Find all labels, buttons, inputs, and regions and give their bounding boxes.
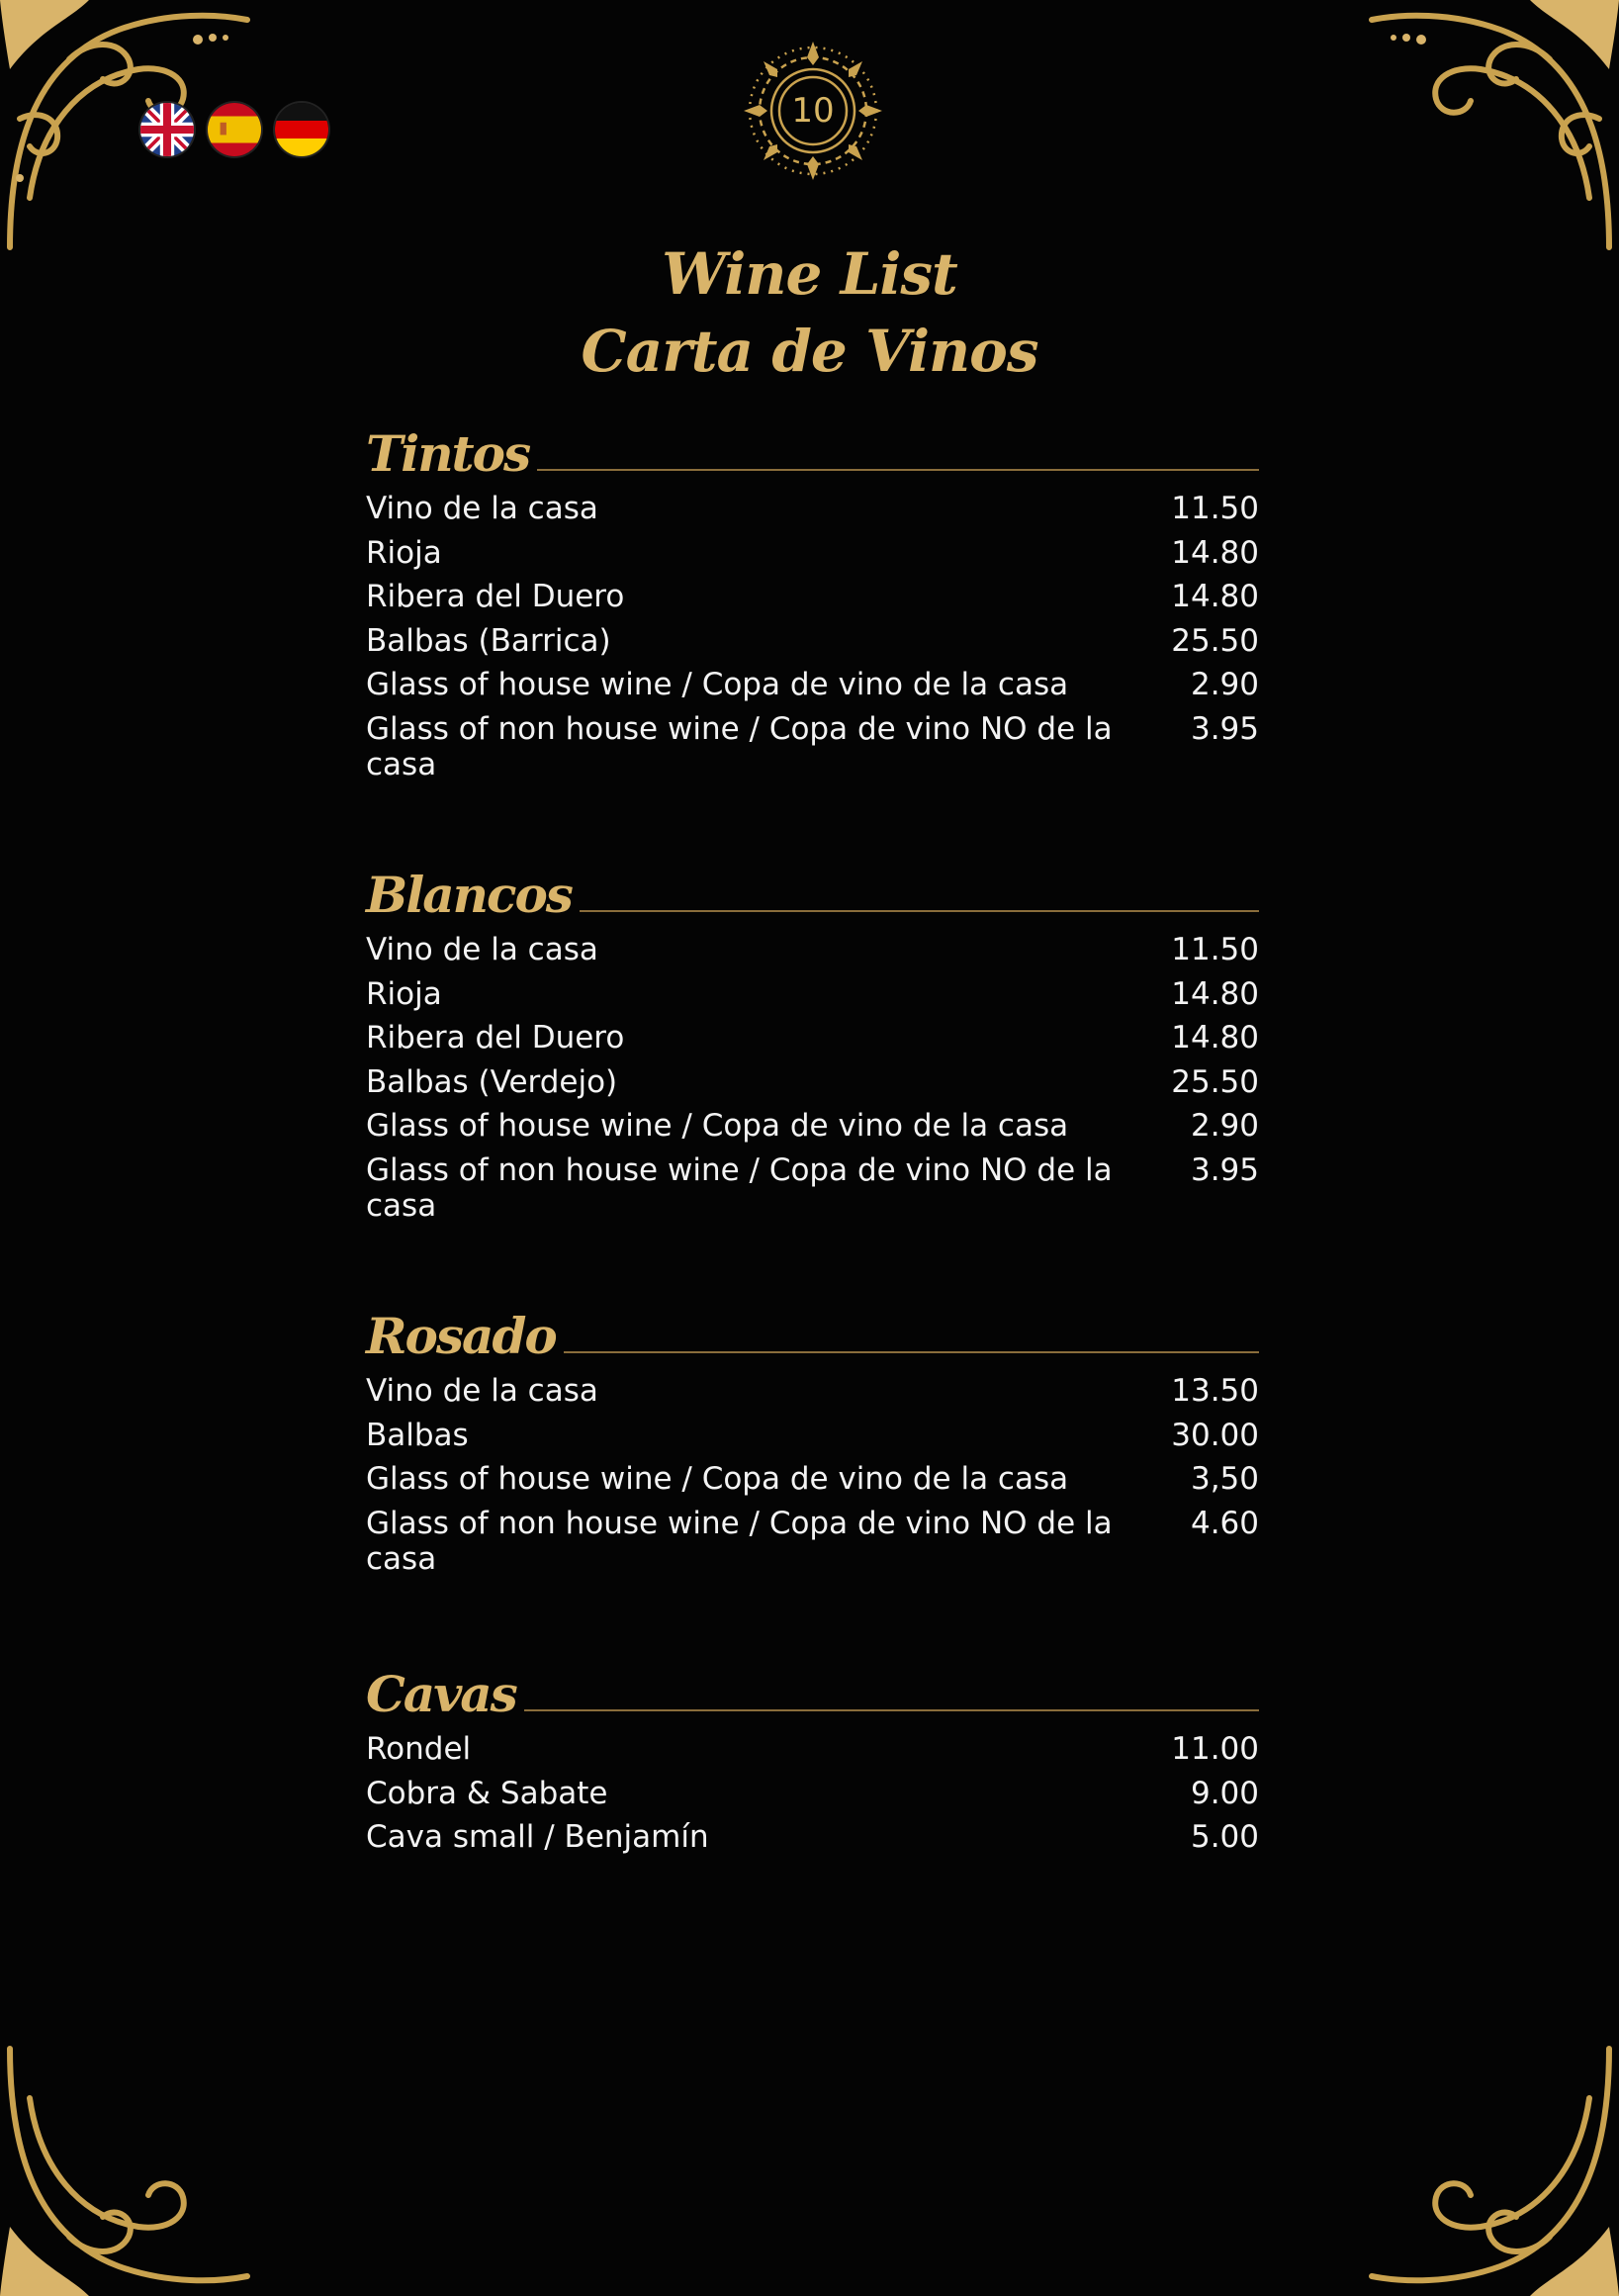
menu-item [366,1505,1259,1577]
page-number-medallion [738,36,888,186]
item-name: Balbas (Verdejo) [366,1063,618,1100]
item-price: 25.50 [1171,1063,1259,1100]
item-name: Balbas (Barrica) [366,622,611,659]
item-name: Vino de la casa [366,1373,598,1409]
corner-ornament-icon [1362,2039,1619,2296]
item-name: Rioja [366,534,442,571]
item-name: Vino de la casa [366,491,598,526]
section-rosado [366,1304,1259,1577]
menu-item [366,1151,1259,1224]
item-name: Glass of house wine / Copa de vino de la casa [366,1108,1069,1144]
item-name: Vino de la casa [366,932,598,967]
menu-item [366,667,1259,711]
menu-item [366,1373,1259,1418]
menu-item [366,1731,1259,1776]
menu-item [366,1020,1259,1064]
corner-ornament-icon [0,2039,257,2296]
item-price: 14.80 [1171,579,1259,614]
item-price: 11.00 [1171,1731,1259,1767]
menu-item [366,976,1259,1021]
corner-ornament-icon [1362,0,1619,257]
item-name: Glass of non house wine / Copa de vino NO de la casa [366,710,1113,782]
item-name: Glass of house wine / Copa de vino de la casa [366,667,1069,702]
item-price: 14.80 [1171,975,1259,1012]
wine-list [366,932,1259,1224]
menu-item [366,932,1259,976]
item-price: 2.90 [1190,667,1259,702]
section-title: Blancos [366,863,580,928]
item-name: Rondel [366,1731,472,1767]
menu-item [366,1108,1259,1152]
item-name: Balbas [366,1417,469,1453]
item-price: 11.50 [1171,932,1259,967]
menu-item [366,535,1259,580]
wine-list [366,491,1259,782]
menu-item [366,1776,1259,1820]
section-title: Tintos [366,421,537,487]
item-price: 5.00 [1190,1819,1259,1855]
menu-item [366,1418,1259,1462]
item-price: 3.95 [1190,710,1259,747]
section-cavas [366,1662,1259,1864]
menu-item [366,1064,1259,1109]
item-price: 14.80 [1171,1020,1259,1056]
menu-item [366,1819,1259,1864]
page-title-english: Wine List [662,240,957,308]
item-name: Cava small / Benjamín [366,1819,709,1855]
menu-item [366,1461,1259,1506]
menu-item [366,710,1259,782]
item-price: 14.80 [1171,534,1259,571]
item-price: 25.50 [1171,622,1259,659]
spain-flag-icon[interactable] [208,103,261,156]
section-blancos [366,863,1259,1224]
item-price: 9.00 [1190,1775,1259,1811]
item-price: 3,50 [1190,1461,1259,1497]
item-name: Ribera del Duero [366,1020,625,1056]
menu-item [366,491,1259,535]
item-name: Glass of non house wine / Copa de vino NO de la casa [366,1151,1113,1224]
item-name: Glass of house wine / Copa de vino de la casa [366,1461,1069,1497]
item-name: Glass of non house wine / Copa de vino NO de la casa [366,1505,1113,1577]
germany-flag-icon[interactable] [275,103,328,156]
item-price: 11.50 [1171,491,1259,526]
item-price: 2.90 [1190,1108,1259,1144]
language-selector [140,103,328,156]
menu-item [366,623,1259,668]
menu-item [366,579,1259,623]
item-price: 3.95 [1190,1151,1259,1188]
item-price: 30.00 [1171,1417,1259,1453]
item-name: Cobra & Sabate [366,1775,608,1811]
section-title: Cavas [366,1662,524,1727]
wine-list [366,1373,1259,1577]
item-price: 13.50 [1171,1373,1259,1409]
uk-flag-icon[interactable] [140,103,194,156]
item-price: 4.60 [1190,1505,1259,1541]
item-name: Ribera del Duero [366,579,625,614]
item-name: Rioja [366,975,442,1012]
wine-list [366,1731,1259,1864]
page-number: 10 [791,91,835,131]
section-title: Rosado [366,1304,564,1369]
page-title-spanish: Carta de Vinos [581,318,1038,385]
section-tintos [366,421,1259,782]
